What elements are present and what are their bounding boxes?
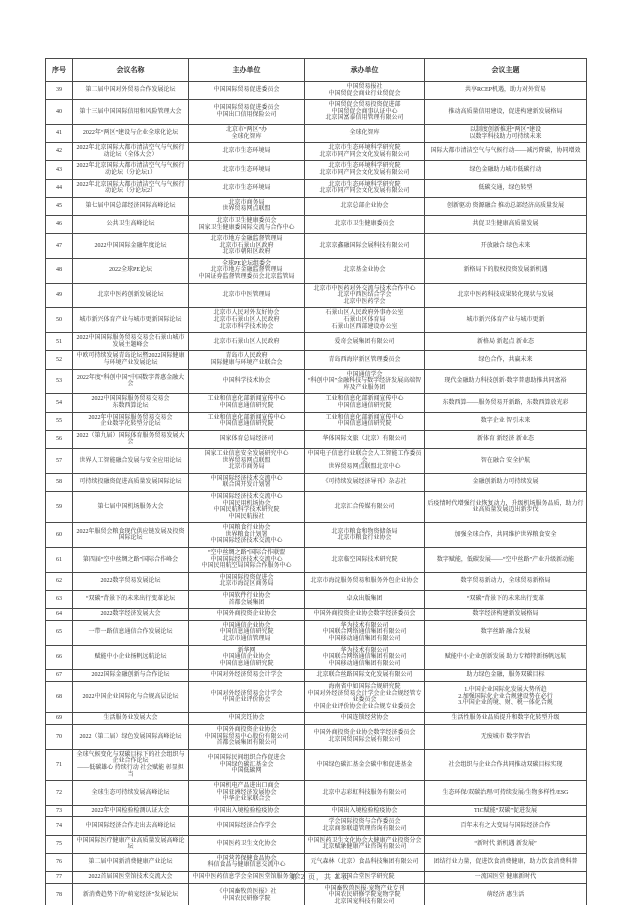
cell-name: 第二届中国对外贸易合作发展论坛 — [73, 82, 189, 100]
table-row — [46, 724, 587, 749]
conference-table — [45, 58, 587, 905]
cell-name: 2022国际金融创新与合作论坛 — [73, 670, 189, 682]
cell-theme: 低碳交通，绿色转型 — [425, 179, 587, 197]
table-row — [46, 351, 587, 369]
table-row — [46, 620, 587, 645]
cell-name: 2022（第九届）国际体育服务贸易发展大会 — [73, 430, 189, 448]
cell-host: 全球PE论坛组委会 北京市地方金融监督管理局 中国证券监督管理委员会北京监管局 — [189, 258, 305, 283]
cell-organizer: 北京市生态环境科学研究院 北京市同产同会文化发展有限公司 — [305, 161, 425, 179]
cell-host: 中国通信企业协会 中国信息通信研究院 北京市通信管理局 — [189, 620, 305, 645]
cell-no: 63 — [46, 591, 73, 609]
cell-host: 中国对外经济贸易会计学会 中国企业评价协会 — [189, 681, 305, 712]
table-row — [46, 749, 587, 780]
cell-host: 中国营养保健食品协会 科信食品与健康信息交流中心 — [189, 853, 305, 871]
table-header-row — [46, 59, 587, 82]
cell-no: 76 — [46, 853, 73, 871]
cell-no: 62 — [46, 572, 73, 590]
cell-organizer: 中国连锁经营协会 — [305, 713, 425, 725]
cell-host: 中国国际经济技术交流中心 中国民用机场协会 中国民航科学技术研究院 中国民航报社 — [189, 491, 305, 522]
cell-name: 中欧可持续发展青岛论坛暨2022国际健康与环境产业发展论坛 — [73, 351, 189, 369]
cell-name: 2022年北京国际大都市清洁空气与气候行动论坛（分论坛1） — [73, 161, 189, 179]
cell-organizer: 北京市中医药对外交流与技术合作中心 北京中西医结合学会 北京中医药学会 — [305, 283, 425, 308]
cell-theme: 创新驱动 资源融合 推动总部经济高质量发展 — [425, 197, 587, 215]
cell-name: 世界人工智能融合发展与安全应用论坛 — [73, 448, 189, 473]
cell-theme: 后疫情时代增强行业恢复动力，升级机场服务品质，助力行业高质量发展迈出新步伐 — [425, 491, 587, 522]
cell-no: 47 — [46, 234, 73, 259]
cell-organizer: 海南省中如国际合规研究院 中国对外经济贸易会计学会企业合规经管专业委员会 中国企业评价协会企业合规专业委员会 — [305, 681, 425, 712]
cell-name: 2022中国国际金融年度论坛 — [73, 234, 189, 259]
table-row — [46, 805, 587, 817]
cell-no: 50 — [46, 308, 73, 333]
table-row — [46, 412, 587, 430]
table-row — [46, 473, 587, 491]
table-row — [46, 179, 587, 197]
cell-organizer: 中国外商投资企业协会数字经济委员会 北京国贸国际会展有限公司 — [305, 724, 425, 749]
cell-name: 第二届中国新消费健康产业论坛 — [73, 853, 189, 871]
cell-theme: 数字企业 智引未来 — [425, 412, 587, 430]
cell-host: 北京市生态环境局 — [189, 179, 305, 197]
cell-theme: 助力绿色金融，服务双碳目标 — [425, 670, 587, 682]
table-row — [46, 234, 587, 259]
cell-theme: 金融创新助力可持续发展 — [425, 473, 587, 491]
cell-theme: 萌经济 惠生活 — [425, 883, 587, 905]
cell-name: 中国国际医疗健康产业高质量发展高峰论坛 — [73, 835, 189, 853]
table-row — [46, 883, 587, 905]
cell-no: 66 — [46, 645, 73, 670]
cell-no: 73 — [46, 805, 73, 817]
cell-theme: 加强全球合作，共同维护世界粮食安全 — [425, 523, 587, 548]
cell-host: 北京市石景山区人民政府 — [189, 333, 305, 351]
table-row — [46, 491, 587, 522]
table-row — [46, 572, 587, 590]
table-row — [46, 591, 587, 609]
cell-name: 2022中国企业国际化与合规高层论坛 — [73, 681, 189, 712]
cell-organizer: 中国贸易报社 中国贸促会商业行业贸促会 — [305, 82, 425, 100]
cell-organizer: 工业和信息化部新闻宣传中心 中国信息通信研究院 — [305, 394, 425, 412]
cell-host: 中国中医药信息学会全国医堂馆服务分会 — [189, 872, 305, 884]
cell-name: 2022中国国际服务贸易交易会石景山城市发展主题峰会 — [73, 333, 189, 351]
cell-no: 72 — [46, 781, 73, 806]
cell-theme: 百年未有之大变局与国际经济合作 — [425, 817, 587, 835]
cell-no: 45 — [46, 197, 73, 215]
cell-no: 71 — [46, 749, 73, 780]
table-row — [46, 609, 587, 621]
table-row — [46, 430, 587, 448]
cell-theme: 北京中医药科技成果转化现状与发展 — [425, 283, 587, 308]
cell-no: 48 — [46, 258, 73, 283]
cell-name: 2022（第二届）绿色发展国际高峰论坛 — [73, 724, 189, 749]
cell-host: 中国国际投资促进会 北京市海淀区商务局 — [189, 572, 305, 590]
cell-theme: 推动高质量信用建设，促进构建新发展格局 — [425, 100, 587, 125]
cell-no: 56 — [46, 430, 73, 448]
cell-theme: 数字贸易新动力，全球贸易新格局 — [425, 572, 587, 590]
cell-no: 58 — [46, 473, 73, 491]
column-header-1: 会议名称 — [73, 59, 189, 82]
table-row — [46, 817, 587, 835]
cell-name: 全球气候变化与双碳目标下的社会组织与企业合作论坛 ——低碳雄心 持续行动 社会赋能 彰显担当 — [73, 749, 189, 780]
cell-theme: 1.中国企业国际化发展大势所趋 2.加强国际化企业合规建设势在必行 3.中国企业的境、财、税一体化合规 — [425, 681, 587, 712]
cell-no: 39 — [46, 82, 73, 100]
cell-no: 60 — [46, 523, 73, 548]
table-row — [46, 853, 587, 871]
table-row — [46, 161, 587, 179]
cell-theme: TIC赋能“双碳”促进发展 — [425, 805, 587, 817]
cell-organizer: 中国绿色碳汇基金会碳中和促进基金 — [305, 749, 425, 780]
cell-no: 74 — [46, 817, 73, 835]
cell-no: 68 — [46, 681, 73, 712]
cell-theme: 数字赋能，低碳发展——“空中丝路”产业升级新动能 — [425, 548, 587, 573]
cell-host: 国家体育总局经济司 — [189, 430, 305, 448]
cell-host: 北京市“两区”办 全球化智库 — [189, 124, 305, 142]
table-row — [46, 215, 587, 233]
cell-name: 赋能中小企业扬帆远航论坛 — [73, 645, 189, 670]
cell-theme: 共促卫生健康高质量发展 — [425, 215, 587, 233]
cell-no: 70 — [46, 724, 73, 749]
cell-theme: 绿色金融助力城市低碳行动 — [425, 161, 587, 179]
table-row — [46, 548, 587, 573]
cell-theme: 新体育 新经济 新业态 — [425, 430, 587, 448]
cell-theme: 东数西算——服务贸易开新路，东数西算放光彩 — [425, 394, 587, 412]
cell-no: 59 — [46, 491, 73, 522]
cell-theme: 数字丝路 融合发展 — [425, 620, 587, 645]
cell-theme: 共享RCEP机遇，助力对外贸易 — [425, 82, 587, 100]
table-row — [46, 394, 587, 412]
cell-organizer: 中国医药卫生文化协会大健康产业投资分会 北京赋象健康产业咨询有限公司 — [305, 835, 425, 853]
cell-organizer: 北京总部企业协会 — [305, 197, 425, 215]
cell-host: 工业和信息化部新闻宣传中心 中国信息通信研究院 — [189, 394, 305, 412]
cell-host: 中国国际经济合作学会 — [189, 817, 305, 835]
cell-host: 新华网 中国通信企业协会 中国信息通信研究院 — [189, 645, 305, 670]
cell-organizer: 北京基金业协会 — [305, 258, 425, 283]
cell-name: 2022年北京国际大都市清洁空气与气候行动论坛（全体大会） — [73, 143, 189, 161]
cell-host: 中国软件行业协会 首都会展集团 — [189, 591, 305, 609]
cell-theme: 绿色合作，共赢未来 — [425, 351, 587, 369]
cell-theme: 现代金融助力科技创新·数字普惠助推共同富裕 — [425, 369, 587, 394]
cell-name: 2022年中国国际服务贸易交易会 企业数字化转型分论坛 — [73, 412, 189, 430]
cell-no: 54 — [46, 394, 73, 412]
cell-theme: 无废城市 数字智治 — [425, 724, 587, 749]
table-row — [46, 124, 587, 142]
cell-host: 中国国际贸易促进委员会 中国出口信用保险公司 — [189, 100, 305, 125]
cell-organizer: 华体国际文旅（北京）有限公司 — [305, 430, 425, 448]
cell-organizer: 中国畜牧兽医报·宠物产业专刊 中国农民研修学院宠物学院 北京国宠科技有限公司 — [305, 883, 425, 905]
cell-host: 中国对外经济贸易会计学会 — [189, 670, 305, 682]
cell-organizer: 中国电子信息行业联合会人工智能工作委员会 世界贸易网点联盟北京中心 — [305, 448, 425, 473]
cell-no: 46 — [46, 215, 73, 233]
cell-no: 57 — [46, 448, 73, 473]
table-row — [46, 333, 587, 351]
cell-organizer: 北京联合丝路国际文化发展有限公司 — [305, 670, 425, 682]
cell-name: 2022首届国医堂馆技术交流大会 — [73, 872, 189, 884]
cell-name: 全球生态可持续发展高峰论坛 — [73, 781, 189, 806]
cell-organizer: 北京市生态环境科学研究院 北京市同产同会文化发展有限公司 — [305, 143, 425, 161]
cell-host: 北京市商务局 世界贸易网点联盟 — [189, 197, 305, 215]
cell-theme: “新时代 新机遇 新发展” — [425, 835, 587, 853]
cell-host: 中国国际经济技术交流中心 联合国开发计划署 — [189, 473, 305, 491]
cell-host: 中国粮食行业协会 世界粮食计划署 中国国际经济技术交流中心 — [189, 523, 305, 548]
page-number: 第 2 页，共 3 页 — [290, 873, 350, 881]
cell-name: 2022数字经济发展大会 — [73, 609, 189, 621]
cell-host: “空中丝绸之路”国际合作联盟 中国国际经济技术交流中心 中国民用航空局国际合作服务中心 — [189, 548, 305, 573]
table-row — [46, 258, 587, 283]
cell-organizer: 全球化智库 — [305, 124, 425, 142]
cell-no: 41 — [46, 124, 73, 142]
cell-host: 《中国畜牧兽医报》社 中国农民研修学院 — [189, 883, 305, 905]
cell-theme: 智在融合 安全护航 — [425, 448, 587, 473]
cell-name: 2022年度“科创中国”中国数字普惠金融大会 — [73, 369, 189, 394]
cell-name: 2022中国国际服务贸易交易会 东数西算论坛 — [73, 394, 189, 412]
cell-no: 44 — [46, 179, 73, 197]
cell-organizer: 北京中志彩虹科技服务有限公司 — [305, 781, 425, 806]
cell-host: 北京市生态环境局 — [189, 143, 305, 161]
cell-name: 2022数字贸易发展论坛 — [73, 572, 189, 590]
table-row — [46, 670, 587, 682]
table-row — [46, 82, 587, 100]
cell-name: 第七届中国机场服务大会 — [73, 491, 189, 522]
table-row — [46, 283, 587, 308]
cell-host: 中国外商投资企业协会 中国国际贸易中心股份有限公司 首都会展集团有限公司 — [189, 724, 305, 749]
cell-no: 42 — [46, 143, 73, 161]
cell-name: 2022年“两区”建设与企业全球化论坛 — [73, 124, 189, 142]
table-row — [46, 197, 587, 215]
table-row — [46, 369, 587, 394]
cell-name: 公共卫生高峰论坛 — [73, 215, 189, 233]
cell-no: 40 — [46, 100, 73, 125]
cell-host: 中国烹饪协会 — [189, 713, 305, 725]
cell-no: 75 — [46, 835, 73, 853]
cell-no: 51 — [46, 333, 73, 351]
table-row — [46, 100, 587, 125]
cell-name: 第十三届中国国际信用和风险管理大会 — [73, 100, 189, 125]
cell-theme: 国际大都市清洁空气与气候行动——减污降碳，协同增效 — [425, 143, 587, 161]
cell-organizer: 青岛西海岸新区管理委员会 — [305, 351, 425, 369]
column-header-4: 会议主题 — [425, 59, 587, 82]
cell-organizer: 华为技术有限公司 中国联合网络通信集团有限公司 中国移动通信集团有限公司 — [305, 620, 425, 645]
cell-host: 北京市人民对外友好协会 北京市石景山区人民政府 北京市科学技术协会 — [189, 308, 305, 333]
cell-no: 61 — [46, 548, 73, 573]
cell-theme: 新格局下的股权投资发展新机遇 — [425, 258, 587, 283]
table-row — [46, 448, 587, 473]
table-row — [46, 143, 587, 161]
cell-organizer: 北京汇合传媒有限公司 — [305, 491, 425, 522]
cell-no: 77 — [46, 872, 73, 884]
cell-host: 中国医药卫生文化协会 — [189, 835, 305, 853]
cell-organizer: 北京市卫生健康委员会 — [305, 215, 425, 233]
cell-theme: 以制度创新推进“两区”建设 以数字科技助力可持续未来 — [425, 124, 587, 142]
cell-name: 第七届中国总部经济国际高峰论坛 — [73, 197, 189, 215]
cell-name: 可持续投融资促进高质量发展国际论坛 — [73, 473, 189, 491]
cell-theme: 数字经济构建新发展格局 — [425, 609, 587, 621]
cell-organizer: 卓众出版集团 — [305, 591, 425, 609]
cell-theme: 生活性服务业品质提升和数字化转型升级 — [425, 713, 587, 725]
cell-organizer: 华为技术有限公司 中国联合网络通信集团有限公司 中国移动通信集团有限公司 — [305, 645, 425, 670]
table-row — [46, 713, 587, 725]
cell-name: 2022年服贸会粮食现代供应链发展及投资国际论坛 — [73, 523, 189, 548]
cell-organizer: 北京市海淀服务贸易和服务外包企业协会 — [305, 572, 425, 590]
cell-host: 北京市地方金融监督管理局 北京市石景山区政府 北京市朝阳区政府 — [189, 234, 305, 259]
table-row — [46, 681, 587, 712]
cell-organizer: 中国外商投资企业协会数字经济委员会 — [305, 609, 425, 621]
cell-name: “双碳”背景下的未来出行变革论坛 — [73, 591, 189, 609]
cell-name: 第四届“空中丝绸之路”国际合作峰会 — [73, 548, 189, 573]
cell-no: 53 — [46, 369, 73, 394]
cell-organizer: 学会国际投资与合作委员会 北京商参联道管理咨询有限公司 — [305, 817, 425, 835]
cell-host: 中国机电产品进出口商会 中国亚洲经济发展协会 中华企业家联合会 — [189, 781, 305, 806]
cell-theme: 开放融合 绿色未来 — [425, 234, 587, 259]
cell-host: 中国国际民间组织合作促进会 中国绿色碳汇基金会 中国低碳网 — [189, 749, 305, 780]
cell-theme: 一流国医堂 健康新时代 — [425, 872, 587, 884]
cell-no: 55 — [46, 412, 73, 430]
cell-theme: 团结行业力量，促进饮食消费健康，助力饮食消费科普 — [425, 853, 587, 871]
cell-name: 城市新兴体育产业与城市更新国际论坛 — [73, 308, 189, 333]
cell-no: 69 — [46, 713, 73, 725]
cell-name: 一带一路信息通信合作发展论坛 — [73, 620, 189, 645]
cell-host: 中国出入境检验检疫协会 — [189, 805, 305, 817]
cell-organizer: 中国出入境检验检疫协会 — [305, 805, 425, 817]
cell-organizer: 《可持续发展经济导刊》杂志社 — [305, 473, 425, 491]
cell-theme: 新格局 新起点 新业态 — [425, 333, 587, 351]
column-header-3: 承办单位 — [305, 59, 425, 82]
cell-host: 中国外商投资企业协会 — [189, 609, 305, 621]
cell-host: 中国国际贸易促进委员会 — [189, 82, 305, 100]
table-body — [46, 82, 587, 905]
cell-host: 北京市生态环境局 — [189, 161, 305, 179]
cell-no: 67 — [46, 670, 73, 682]
cell-organizer: 石景山区人民政府外事办公室 石景山区体育局 石景山区西部建设办公室 — [305, 308, 425, 333]
cell-theme: 社会组织与企业合作共同推动双碳目标实现 — [425, 749, 587, 780]
cell-host: 中国科学技术协会 — [189, 369, 305, 394]
cell-organizer: 北京市生态环境科学研究院 北京市同产同会文化发展有限公司 — [305, 179, 425, 197]
cell-host: 工业和信息化部新闻宣传中心 中国信息通信研究院 — [189, 412, 305, 430]
cell-theme: 城市新兴体育产业与城市更新 — [425, 308, 587, 333]
cell-no: 78 — [46, 883, 73, 905]
cell-name: 北京中医药创新发展论坛 — [73, 283, 189, 308]
cell-organizer: 北京临空国际技术研究院 — [305, 548, 425, 573]
cell-organizer: 爱奇会展集团有限公司 — [305, 333, 425, 351]
cell-organizer: 中国通信学会 “科创中国”金融科技与数字经济发展高端智库及产业服务团 — [305, 369, 425, 394]
cell-organizer: 北京市粮食和物资储备局 北京市粮食行业协会 — [305, 523, 425, 548]
cell-theme: “双碳”背景下的未来出行变革 — [425, 591, 587, 609]
table-row — [46, 308, 587, 333]
table-row — [46, 781, 587, 806]
table-row — [46, 523, 587, 548]
cell-host: 青岛市人民政府 国际健康与环境产业联合会 — [189, 351, 305, 369]
cell-name: 生活服务业发展大会 — [73, 713, 189, 725]
cell-name: 2022年中国检验检测认证大会 — [73, 805, 189, 817]
cell-name: 中国国际经济合作走出去高峰论坛 — [73, 817, 189, 835]
cell-no: 49 — [46, 283, 73, 308]
cell-theme: 生态环保/双碳治理/可持续发展/生物多样性/ESG — [425, 781, 587, 806]
cell-no: 65 — [46, 620, 73, 645]
table-row — [46, 835, 587, 853]
column-header-2: 主办单位 — [189, 59, 305, 82]
cell-organizer: 工业和信息化部新闻宣传中心 中国信息通信研究院 — [305, 412, 425, 430]
cell-organizer: 北京国合堂医学研究院 — [305, 872, 425, 884]
cell-name: 2022年北京国际大都市清洁空气与气候行动论坛（分论坛2） — [73, 179, 189, 197]
column-header-0: 序号 — [46, 59, 73, 82]
cell-host: 北京市中医管理局 — [189, 283, 305, 308]
cell-name: 2022全球PE论坛 — [73, 258, 189, 283]
cell-theme: 赋能中小企业创新发展 助力专精特新扬帆远航 — [425, 645, 587, 670]
cell-host: 北京市卫生健康委员会 国家卫生健康委国际交流与合作中心 — [189, 215, 305, 233]
cell-no: 43 — [46, 161, 73, 179]
cell-organizer: 北京京鑫融国际会展科技有限公司 — [305, 234, 425, 259]
table-row — [46, 645, 587, 670]
cell-organizer: 元气森林（北京）食品科技集团有限公司 — [305, 853, 425, 871]
cell-host: 国家工业信息安全发展研究中心 世界贸易网点联盟 北京市商务局 — [189, 448, 305, 473]
cell-organizer: 中国贸促会贸易投资促进部 中国贸促会商事认证中心 北京国富泰信用管理有限公司 — [305, 100, 425, 125]
cell-name: 新消费趋势下的“萌宠经济”发展论坛 — [73, 883, 189, 905]
cell-no: 52 — [46, 351, 73, 369]
cell-no: 64 — [46, 609, 73, 621]
